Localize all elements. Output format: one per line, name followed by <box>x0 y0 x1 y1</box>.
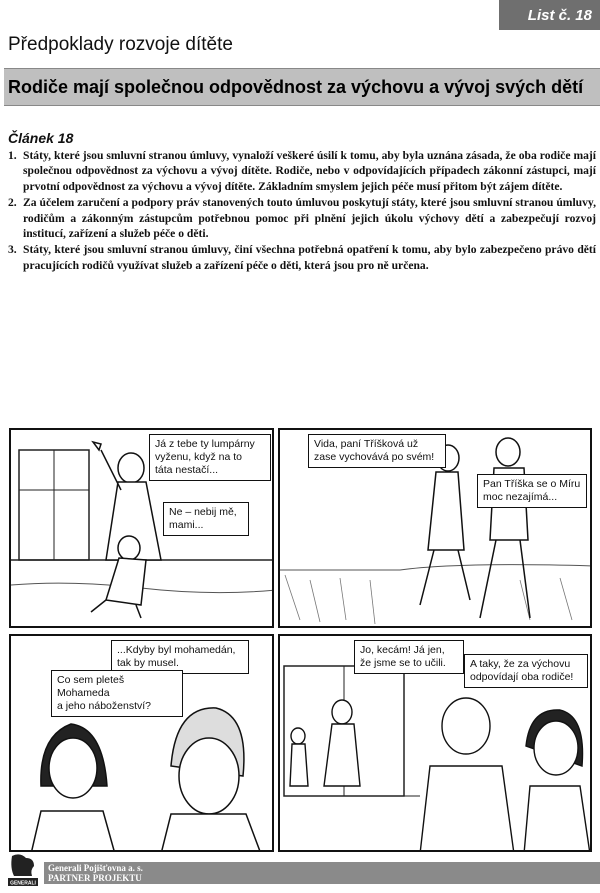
article-item <box>8 148 596 194</box>
generali-lion-logo <box>6 852 40 888</box>
speech-bubble: ...Kdyby byl mohamedán, tak by musel. <box>111 640 249 674</box>
speech-bubble: Já z tebe ty lumpárny vyženu, když na to táta nestačí... <box>149 434 271 481</box>
item-text: Státy, které jsou smluvní stranou úmluvy, činí všechna potřebná opatření k tomu, aby bylo zabezpečeno právo dětí pracujících rodičů využívat služeb a zařízení péče o děti, která jsou pro ně určena. <box>23 243 596 272</box>
speech-bubble: Pan Tříška se o Míru moc nezajímá... <box>477 474 587 508</box>
topic-banner <box>4 68 600 106</box>
comic-panel-4 <box>278 634 592 852</box>
article-item <box>8 242 596 273</box>
footer-partner-label: PARTNER PROJEKTU <box>48 873 142 883</box>
speech-bubble: Ne – nebij mě, mami... <box>163 502 249 536</box>
comic-panel-1 <box>9 428 274 628</box>
page-title: Předpoklady rozvoje dítěte <box>8 34 233 55</box>
item-number: 3. <box>8 243 17 257</box>
article-heading: Článek 18 <box>8 130 74 146</box>
footer-partner-text <box>48 863 143 883</box>
sheet-number-label: List č. 18 <box>527 6 592 24</box>
sheet-number-tag <box>499 0 600 30</box>
comic-panel-2 <box>278 428 592 628</box>
item-text: Státy, které jsou smluvní stranou úmluvy, vynaloží veškeré úsilí k tomu, aby byla uznána zásada, že oba rodiče mají společnou odpovědnost za výchovu a vývoj dítěte. Rodiče, nebo v odpovídajících případech zákonní zástupci, mají prvotní odpovědnost za výchovu a vývoj dítěte. Základním smyslem jejich péče musí přitom být zájem dítěte. <box>23 149 596 193</box>
footer-company: Generali Pojišťovna a. s. <box>48 863 143 873</box>
speech-bubble: Jo, kecám! Já jen, že jsme se to učili. <box>354 640 464 674</box>
item-number: 1. <box>8 149 17 162</box>
article-list <box>8 148 596 274</box>
speech-bubble: Co sem pleteš Mohameda a jeho náboženství? <box>51 670 183 717</box>
speech-bubble: A taky, že za výchovu odpovídají oba rodiče! <box>464 654 588 688</box>
speech-bubble: Vida, paní Tříšková už zase vychovává po svém! <box>308 434 446 468</box>
banner-text: Rodiče mají společnou odpovědnost za výchovu a vývoj svých dětí <box>8 76 584 97</box>
article-item <box>8 195 596 241</box>
logo-text: GENERALI <box>10 880 36 887</box>
item-text: Za účelem zaručení a podpory práv stanovených touto úmluvou poskytují státy, které jsou smluvní stranou úmluvy, rodičům a zákonným zástupcům potřebnou pomoc při plnění jejich úkolu výchovy dětí a zabezpečují rozvoj institucí, zařízení a služeb péče o děti. <box>23 196 596 241</box>
item-number: 2. <box>8 196 17 210</box>
comic-panel-3 <box>9 634 274 852</box>
